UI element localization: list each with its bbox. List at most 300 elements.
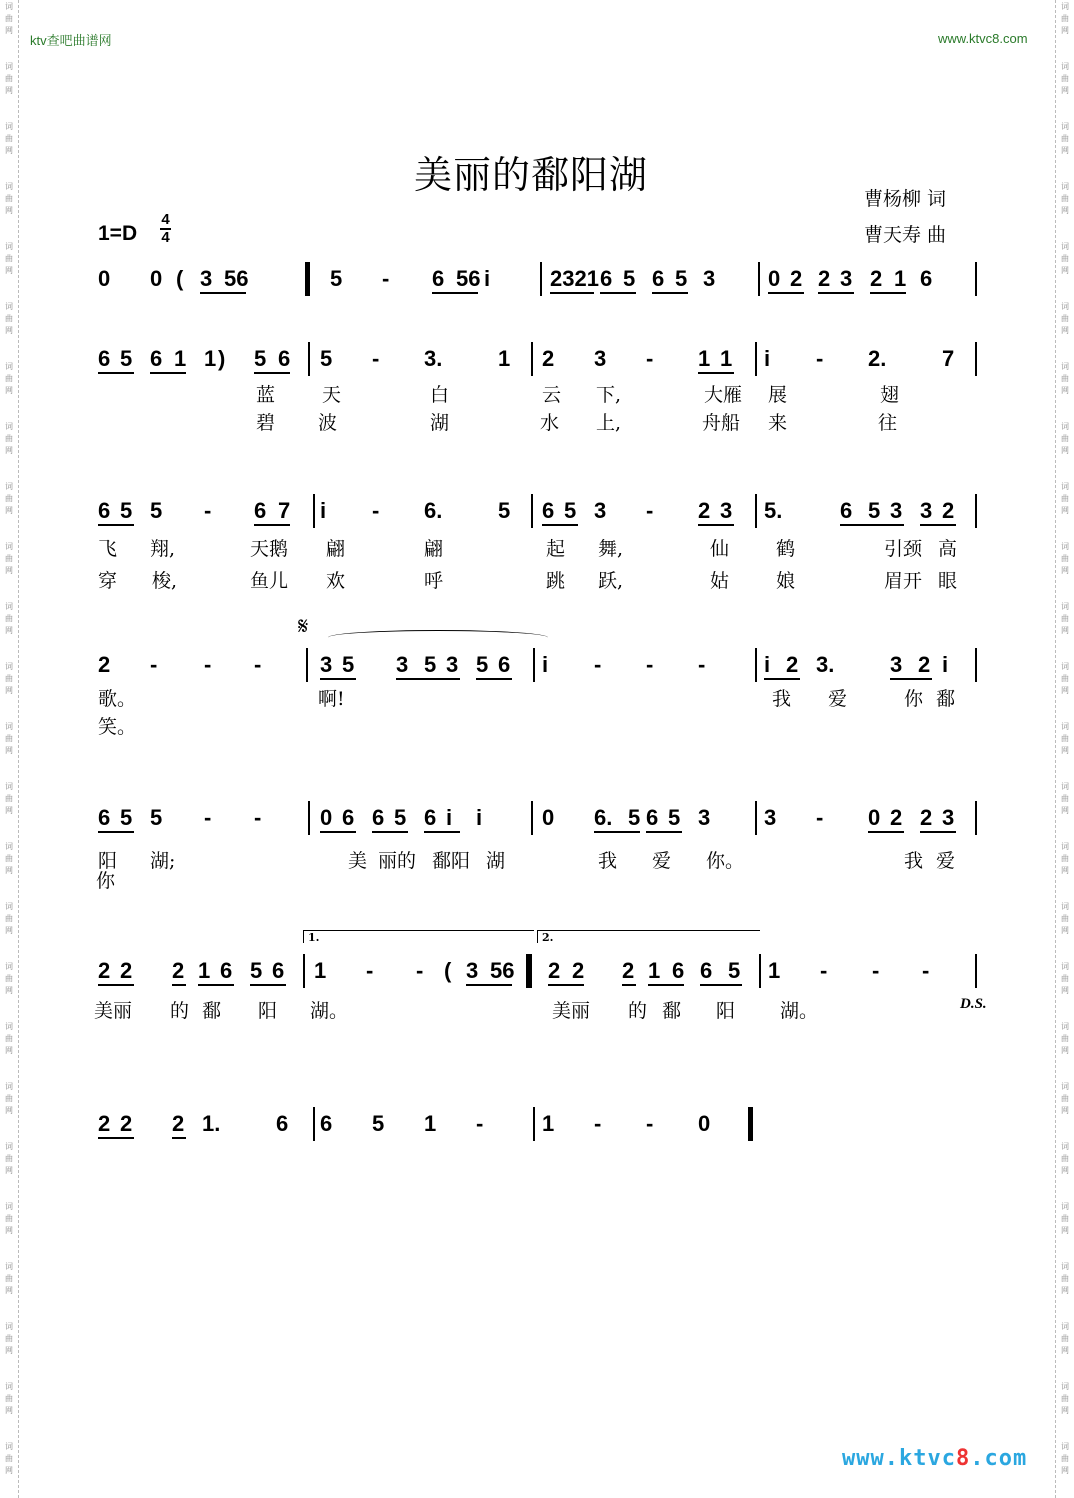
lyric-syllable: 眉开 bbox=[884, 570, 923, 592]
side-watermark-char: 词 bbox=[5, 722, 13, 731]
side-watermark-char: 曲 bbox=[5, 854, 13, 863]
side-watermark-char: 词 bbox=[5, 62, 13, 71]
note: i bbox=[320, 498, 327, 523]
side-watermark-char: 网 bbox=[5, 746, 13, 755]
beam bbox=[320, 678, 356, 680]
side-watermark-char: 网 bbox=[5, 1346, 13, 1355]
beam bbox=[550, 292, 594, 294]
note: 3 bbox=[890, 652, 903, 677]
note: 3. bbox=[424, 346, 443, 371]
lyric-syllable: 湖。 bbox=[780, 1000, 819, 1022]
lyric-syllable: 天鹅 bbox=[250, 538, 289, 560]
side-watermark-char: 词 bbox=[5, 1442, 13, 1451]
note: ( bbox=[176, 266, 184, 291]
side-watermark-char: 曲 bbox=[1061, 914, 1069, 923]
lyric-syllable: 美丽 bbox=[552, 1000, 591, 1022]
note: 2 bbox=[790, 266, 803, 291]
note: 7 bbox=[942, 346, 955, 371]
note: - bbox=[366, 958, 374, 983]
note: 5 bbox=[498, 498, 511, 523]
note: 2 bbox=[920, 805, 933, 830]
side-watermark-char: 曲 bbox=[1061, 734, 1069, 743]
note: 1 bbox=[204, 346, 217, 371]
key-signature: 1=D bbox=[98, 222, 138, 245]
lyric-syllable: 的 bbox=[628, 1000, 648, 1022]
beam bbox=[432, 292, 478, 294]
note: 6 bbox=[254, 498, 267, 523]
note: 6 bbox=[920, 266, 933, 291]
lyric-syllable: 呼 bbox=[424, 570, 444, 592]
beam bbox=[548, 984, 584, 986]
lyric-syllable: 舞, bbox=[598, 538, 624, 560]
note: 1 bbox=[198, 958, 211, 983]
side-watermark-char: 网 bbox=[1061, 86, 1069, 95]
side-watermark-char: 词 bbox=[1061, 302, 1069, 311]
side-watermark-char: 网 bbox=[5, 866, 13, 875]
lyric-syllable: 天 bbox=[322, 384, 342, 406]
note: 5 bbox=[120, 805, 133, 830]
note: - bbox=[372, 346, 380, 371]
lyric-syllable: 梭, bbox=[152, 570, 178, 592]
side-watermark-char: 词 bbox=[1061, 362, 1069, 371]
note: 1 bbox=[498, 346, 511, 371]
left-margin-watermark bbox=[0, 0, 19, 1498]
side-watermark-char: 词 bbox=[1061, 602, 1069, 611]
beam bbox=[98, 1137, 134, 1139]
note: 5 bbox=[728, 958, 741, 983]
lyric-syllable: 爱 bbox=[936, 850, 956, 872]
note: 6 bbox=[342, 805, 355, 830]
lyric-syllable: 湖; bbox=[150, 850, 176, 872]
note: - bbox=[204, 498, 212, 523]
lyric-syllable: 仙 bbox=[710, 538, 730, 560]
note: 5 bbox=[394, 805, 407, 830]
side-watermark-char: 词 bbox=[5, 1382, 13, 1391]
note: 5 bbox=[668, 805, 681, 830]
beam bbox=[646, 831, 682, 833]
side-watermark-char: 词 bbox=[1061, 662, 1069, 671]
note: 3 bbox=[466, 958, 479, 983]
side-watermark-char: 词 bbox=[1061, 122, 1069, 131]
note: 5 bbox=[330, 266, 343, 291]
side-watermark-char: 网 bbox=[5, 1406, 13, 1415]
note: 6 bbox=[600, 266, 613, 291]
side-watermark-char: 词 bbox=[5, 662, 13, 671]
side-watermark-char: 网 bbox=[1061, 566, 1069, 575]
side-watermark-char: 曲 bbox=[5, 974, 13, 983]
note: 1 bbox=[424, 1111, 437, 1136]
side-watermark-char: 曲 bbox=[5, 254, 13, 263]
side-watermark-char: 词 bbox=[1061, 2, 1069, 11]
note: 2 bbox=[698, 498, 711, 523]
note: 2. bbox=[868, 346, 887, 371]
note: 2 bbox=[172, 958, 185, 983]
note: 6 bbox=[700, 958, 713, 983]
lyric-syllable: 阳 bbox=[98, 850, 118, 872]
note: 0 bbox=[98, 266, 111, 291]
side-watermark-char: 曲 bbox=[5, 434, 13, 443]
side-watermark-char: 曲 bbox=[1061, 554, 1069, 563]
note: 2 bbox=[548, 958, 561, 983]
note: 6 bbox=[150, 346, 163, 371]
lyric-syllable: 蓝 bbox=[256, 384, 276, 406]
side-watermark-char: 网 bbox=[5, 26, 13, 35]
side-watermark-char: 网 bbox=[5, 686, 13, 695]
bar-line bbox=[975, 262, 977, 296]
beam bbox=[98, 984, 134, 986]
note: 5 bbox=[476, 652, 489, 677]
lyric-syllable: 阳 bbox=[716, 1000, 736, 1022]
side-watermark-char: 词 bbox=[1061, 422, 1069, 431]
beam bbox=[98, 372, 134, 374]
side-watermark-char: 词 bbox=[1061, 1082, 1069, 1091]
side-watermark-char: 网 bbox=[1061, 626, 1069, 635]
lyric-syllable: 的 bbox=[170, 1000, 190, 1022]
note: 0 bbox=[868, 805, 881, 830]
bar-line bbox=[308, 801, 310, 835]
side-watermark-char: 词 bbox=[5, 482, 13, 491]
beam bbox=[424, 831, 460, 833]
side-watermark-char: 词 bbox=[5, 1202, 13, 1211]
side-watermark-char: 曲 bbox=[1061, 674, 1069, 683]
note: 0 bbox=[150, 266, 163, 291]
lyric-syllable: 飞 bbox=[98, 538, 118, 560]
side-watermark-char: 曲 bbox=[1061, 1334, 1069, 1343]
side-watermark-char: 网 bbox=[5, 926, 13, 935]
note: 3 bbox=[446, 652, 459, 677]
beam bbox=[98, 831, 134, 833]
side-watermark-char: 曲 bbox=[1061, 1274, 1069, 1283]
side-watermark-char: 网 bbox=[1061, 1346, 1069, 1355]
side-watermark-char: 网 bbox=[1061, 1286, 1069, 1295]
right-margin-watermark bbox=[1055, 0, 1074, 1498]
note: 6. bbox=[424, 498, 443, 523]
note: 2 bbox=[172, 1111, 185, 1136]
note: 2 bbox=[786, 652, 799, 677]
note: - bbox=[872, 958, 880, 983]
beam bbox=[648, 984, 684, 986]
side-watermark-char: 词 bbox=[1061, 62, 1069, 71]
beam bbox=[594, 831, 640, 833]
lyric-syllable: 鄱阳 bbox=[432, 850, 471, 872]
note: 2 bbox=[870, 266, 883, 291]
note: i bbox=[764, 652, 771, 677]
side-watermark-char: 曲 bbox=[1061, 134, 1069, 143]
side-watermark-char: 曲 bbox=[5, 734, 13, 743]
note: 3 bbox=[698, 805, 711, 830]
side-watermark-char: 网 bbox=[5, 506, 13, 515]
ds-marking: D.S. bbox=[960, 996, 987, 1012]
side-watermark-char: 网 bbox=[5, 566, 13, 575]
side-watermark-char: 网 bbox=[1061, 266, 1069, 275]
side-watermark-char: 词 bbox=[5, 1322, 13, 1331]
bar-line bbox=[531, 494, 533, 528]
lyric-syllable: 起 bbox=[546, 538, 566, 560]
beam bbox=[818, 292, 854, 294]
note: 2 bbox=[622, 958, 635, 983]
note: 2 bbox=[98, 958, 111, 983]
slur bbox=[328, 630, 548, 645]
note: - bbox=[646, 346, 654, 371]
note: 56 bbox=[224, 266, 249, 291]
side-watermark-char: 曲 bbox=[5, 674, 13, 683]
note: i bbox=[942, 652, 949, 677]
bar-line bbox=[755, 342, 757, 376]
note: 6 bbox=[220, 958, 233, 983]
time-signature: 4 4 bbox=[161, 211, 170, 246]
beam bbox=[320, 831, 356, 833]
beam bbox=[920, 831, 956, 833]
beam bbox=[172, 984, 186, 986]
song-title: 美丽的鄱阳湖 bbox=[414, 153, 649, 197]
side-watermark-char: 曲 bbox=[1061, 794, 1069, 803]
lyric-syllable: 湖 bbox=[430, 412, 450, 434]
note: 3 bbox=[320, 652, 333, 677]
note: - bbox=[594, 1111, 602, 1136]
note: 5. bbox=[764, 498, 783, 523]
side-watermark-char: 网 bbox=[5, 1106, 13, 1115]
note: 6 bbox=[320, 1111, 333, 1136]
note: 2 bbox=[120, 1111, 133, 1136]
side-watermark-char: 词 bbox=[5, 1022, 13, 1031]
bar-line bbox=[975, 342, 977, 376]
note: - bbox=[816, 346, 824, 371]
side-watermark-char: 曲 bbox=[1061, 1214, 1069, 1223]
note: - bbox=[922, 958, 930, 983]
note: - bbox=[150, 652, 158, 677]
side-watermark-char: 曲 bbox=[5, 1154, 13, 1163]
side-watermark-char: 曲 bbox=[1061, 494, 1069, 503]
bar-line bbox=[308, 342, 310, 376]
note: - bbox=[476, 1111, 484, 1136]
side-watermark-char: 词 bbox=[5, 2, 13, 11]
side-watermark-char: 网 bbox=[1061, 326, 1069, 335]
note: 5 bbox=[564, 498, 577, 523]
lyric-syllable: 丽的 bbox=[378, 850, 417, 872]
note: i bbox=[484, 266, 491, 291]
note: 3 bbox=[594, 498, 607, 523]
lyricist-credit: 曹杨柳 词 bbox=[864, 188, 947, 210]
bar-line bbox=[975, 954, 977, 988]
side-watermark-char: 词 bbox=[5, 1142, 13, 1151]
lyric-syllable: 歌。 bbox=[98, 688, 137, 710]
note: 2 bbox=[890, 805, 903, 830]
side-watermark-char: 网 bbox=[1061, 1226, 1069, 1235]
side-watermark-char: 曲 bbox=[5, 1334, 13, 1343]
side-watermark-char: 曲 bbox=[1061, 1094, 1069, 1103]
note: 2 bbox=[98, 1111, 111, 1136]
repeat-end-barline bbox=[526, 954, 530, 988]
note: 6 bbox=[278, 346, 291, 371]
side-watermark-char: 词 bbox=[5, 542, 13, 551]
note: 5 bbox=[675, 266, 688, 291]
note: 3 bbox=[920, 498, 933, 523]
side-watermark-char: 曲 bbox=[1061, 614, 1069, 623]
note: 3. bbox=[816, 652, 835, 677]
lyric-syllable: 展 bbox=[768, 384, 788, 406]
note: 6. bbox=[594, 805, 613, 830]
beam bbox=[466, 984, 512, 986]
side-watermark-char: 网 bbox=[5, 266, 13, 275]
lyric-syllable: 我 bbox=[904, 850, 924, 872]
side-watermark-char: 网 bbox=[5, 1466, 13, 1475]
note: 56 bbox=[456, 266, 481, 291]
side-watermark-char: 网 bbox=[1061, 26, 1069, 35]
side-watermark-char: 网 bbox=[5, 446, 13, 455]
note: 6 bbox=[840, 498, 853, 523]
lyric-syllable: 鱼儿 bbox=[250, 570, 289, 592]
lyric-syllable: 娘 bbox=[776, 570, 796, 592]
side-watermark-char: 网 bbox=[1061, 446, 1069, 455]
side-watermark-char: 曲 bbox=[1061, 1394, 1069, 1403]
beam bbox=[700, 984, 742, 986]
side-watermark-char: 曲 bbox=[5, 494, 13, 503]
beam bbox=[920, 524, 956, 526]
note: 5 bbox=[150, 498, 163, 523]
note: ) bbox=[218, 346, 226, 371]
bar-line bbox=[975, 801, 977, 835]
lyric-syllable: 你 bbox=[904, 688, 924, 710]
note: i bbox=[764, 346, 771, 371]
note: 1. bbox=[202, 1111, 221, 1136]
side-watermark-char: 曲 bbox=[5, 1454, 13, 1463]
lyric-syllable: 白 bbox=[430, 384, 450, 406]
side-watermark-char: 曲 bbox=[1061, 14, 1069, 23]
side-watermark-char: 曲 bbox=[1061, 314, 1069, 323]
side-watermark-char: 词 bbox=[5, 182, 13, 191]
bar-line bbox=[306, 648, 308, 682]
note: - bbox=[416, 958, 424, 983]
site-name-left[interactable]: ktv查吧曲谱网 bbox=[30, 33, 112, 48]
side-watermark-char: 词 bbox=[1061, 542, 1069, 551]
note: 6 bbox=[276, 1111, 289, 1136]
side-watermark-char: 曲 bbox=[1061, 974, 1069, 983]
lyric-syllable: 眼 bbox=[938, 570, 958, 592]
note: 3 bbox=[764, 805, 777, 830]
beam bbox=[198, 984, 234, 986]
side-watermark-char: 词 bbox=[1061, 1142, 1069, 1151]
note: i bbox=[446, 805, 453, 830]
side-watermark-char: 曲 bbox=[1061, 1454, 1069, 1463]
note: - bbox=[820, 958, 828, 983]
lyric-syllable: 翩 bbox=[424, 538, 444, 560]
side-watermark-char: 网 bbox=[5, 1046, 13, 1055]
side-watermark-char: 网 bbox=[1061, 1046, 1069, 1055]
note: 2 bbox=[542, 346, 555, 371]
note: 1 bbox=[542, 1111, 555, 1136]
note: 1 bbox=[768, 958, 781, 983]
bar-line bbox=[540, 262, 542, 296]
side-watermark-char: 网 bbox=[1061, 1406, 1069, 1415]
side-watermark-char: 网 bbox=[5, 86, 13, 95]
note: 6 bbox=[424, 805, 437, 830]
beam bbox=[622, 984, 636, 986]
beam bbox=[150, 372, 186, 374]
side-watermark-char: 词 bbox=[5, 842, 13, 851]
bar-line bbox=[758, 262, 760, 296]
beam bbox=[372, 831, 408, 833]
side-watermark-char: 词 bbox=[1061, 722, 1069, 731]
note: 5 bbox=[424, 652, 437, 677]
note: 6 bbox=[498, 652, 511, 677]
side-watermark-char: 曲 bbox=[5, 194, 13, 203]
side-watermark-char: 曲 bbox=[1061, 1154, 1069, 1163]
side-watermark-char: 词 bbox=[5, 422, 13, 431]
side-watermark-char: 网 bbox=[1061, 1466, 1069, 1475]
side-watermark-char: 曲 bbox=[5, 1034, 13, 1043]
beam bbox=[698, 372, 734, 374]
note: 6 bbox=[372, 805, 385, 830]
note: 1 bbox=[648, 958, 661, 983]
bar-line bbox=[975, 648, 977, 682]
lyric-syllable: 爱 bbox=[828, 688, 848, 710]
side-watermark-char: 词 bbox=[5, 1082, 13, 1091]
beam bbox=[868, 524, 904, 526]
site-logo[interactable]: www.ktvc8.com bbox=[842, 1446, 1028, 1471]
note: 0 bbox=[768, 266, 781, 291]
lyric-syllable: 你 bbox=[96, 870, 116, 892]
side-watermark-char: 词 bbox=[1061, 1442, 1069, 1451]
note: 3 bbox=[703, 266, 716, 291]
lyric-syllable: 舟船 bbox=[702, 412, 741, 434]
note: 6 bbox=[98, 805, 111, 830]
note: - bbox=[646, 498, 654, 523]
bar-line bbox=[755, 494, 757, 528]
lyric-syllable: 跃, bbox=[598, 570, 624, 592]
site-url-right[interactable]: www.ktvc8.com bbox=[938, 31, 1028, 46]
note: 6 bbox=[98, 498, 111, 523]
note: 1 bbox=[894, 266, 907, 291]
beam bbox=[396, 678, 460, 680]
note: i bbox=[476, 805, 483, 830]
lyric-syllable: 姑 bbox=[710, 570, 730, 592]
side-watermark-char: 曲 bbox=[1061, 1034, 1069, 1043]
note: 3 bbox=[942, 805, 955, 830]
side-watermark-char: 词 bbox=[5, 1262, 13, 1271]
side-watermark-char: 网 bbox=[5, 1166, 13, 1175]
side-watermark-char: 词 bbox=[1061, 1262, 1069, 1271]
beam bbox=[254, 524, 290, 526]
side-watermark-char: 词 bbox=[1061, 1022, 1069, 1031]
lyric-syllable: 云 bbox=[542, 384, 562, 406]
side-watermark-char: 词 bbox=[1061, 1202, 1069, 1211]
note: 5 bbox=[150, 805, 163, 830]
side-watermark-char: 曲 bbox=[5, 134, 13, 143]
side-watermark-char: 曲 bbox=[5, 374, 13, 383]
beam bbox=[250, 984, 286, 986]
side-watermark-char: 词 bbox=[1061, 842, 1069, 851]
side-watermark-char: 词 bbox=[1061, 482, 1069, 491]
note: - bbox=[254, 805, 262, 830]
side-watermark-char: 网 bbox=[5, 986, 13, 995]
beam bbox=[600, 292, 636, 294]
note: 2321 bbox=[550, 266, 599, 291]
side-watermark-char: 曲 bbox=[5, 14, 13, 23]
note: ( bbox=[444, 958, 452, 983]
lyric-syllable: 啊! bbox=[318, 688, 345, 710]
side-watermark-char: 词 bbox=[5, 362, 13, 371]
bar-line bbox=[759, 954, 761, 988]
side-watermark-char: 曲 bbox=[5, 1214, 13, 1223]
side-watermark-char: 词 bbox=[1061, 902, 1069, 911]
side-watermark-char: 词 bbox=[5, 302, 13, 311]
note: 3 bbox=[720, 498, 733, 523]
lyric-syllable: 鹤 bbox=[776, 538, 796, 560]
note: 6 bbox=[646, 805, 659, 830]
side-watermark-char: 词 bbox=[1061, 1382, 1069, 1391]
note: 2 bbox=[942, 498, 955, 523]
note: 1 bbox=[174, 346, 187, 371]
